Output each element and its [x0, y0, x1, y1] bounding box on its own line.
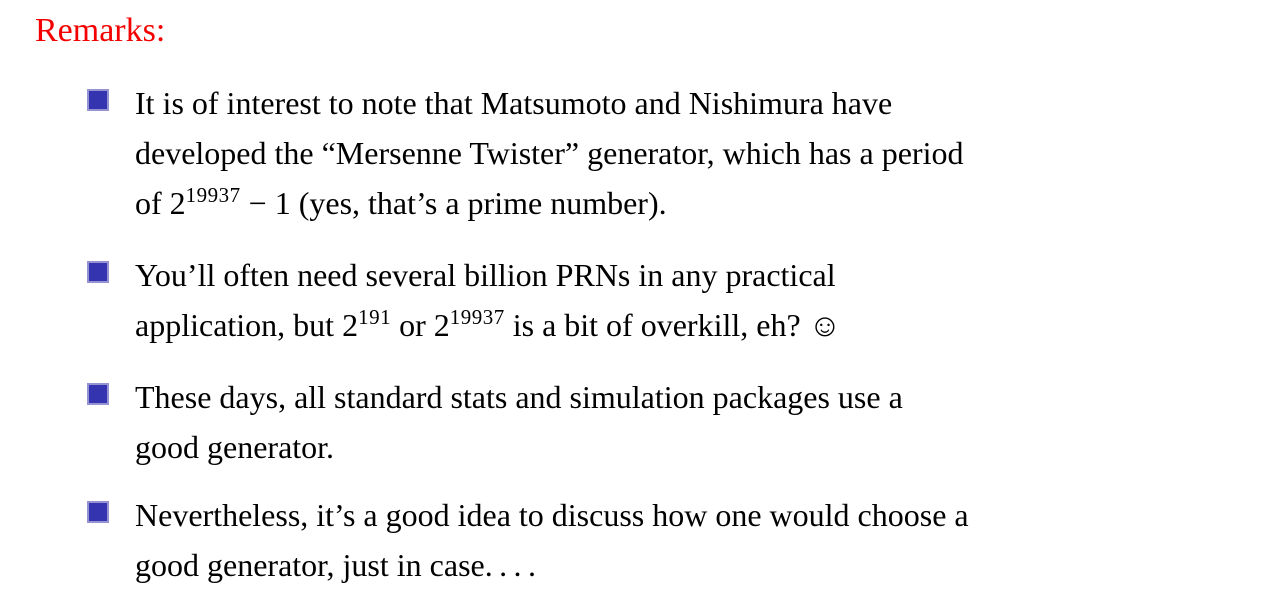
bullet-line — [135, 128, 1280, 178]
bullet-text: − 1 (yes, that’s a prime number). — [240, 185, 667, 221]
exponent-text: 191 — [358, 305, 392, 329]
bullet-line — [135, 250, 1280, 300]
bullet-square-icon — [87, 501, 109, 523]
bullet-text: is a bit of overkill, eh? ☺ — [504, 307, 842, 343]
bullet-line — [135, 178, 1280, 232]
bullet-text: It is of interest to note that Matsumoto and Nishimura have — [135, 85, 893, 121]
bullet-line — [135, 372, 1280, 422]
bullet-square-icon — [87, 261, 109, 283]
exponent-text: 19937 — [185, 183, 241, 207]
bullet-text: application, but 2 — [135, 307, 359, 343]
bullet-text: or 2 — [391, 307, 450, 343]
bullet-square-icon — [87, 89, 109, 111]
bullet-text: of 2 — [135, 185, 186, 221]
bullet-text: good generator. — [135, 429, 335, 465]
bullet-text: developed the “Mersenne Twister” generator, which has a period — [135, 135, 964, 171]
bullet-text: You’ll often need several billion PRNs in any practical — [135, 257, 836, 293]
bullet-list — [35, 78, 1280, 590]
bullet-item — [87, 490, 1280, 590]
bullet-line — [135, 300, 1280, 354]
bullet-line — [135, 78, 1280, 128]
bullet-line — [135, 490, 1280, 540]
bullet-text: These days, all standard stats and simulation packages use a — [135, 379, 903, 415]
bullet-item — [87, 372, 1280, 472]
slide-title: Remarks: — [35, 12, 166, 49]
bullet-item — [87, 78, 1280, 232]
exponent-text: 19937 — [449, 305, 505, 329]
bullet-text: Nevertheless, it’s a good idea to discuss how one would choose a — [135, 497, 969, 533]
bullet-square-icon — [87, 383, 109, 405]
bullet-text: good generator, just in case. . . . — [135, 547, 536, 583]
bullet-line — [135, 422, 1280, 472]
bullet-item — [87, 250, 1280, 354]
